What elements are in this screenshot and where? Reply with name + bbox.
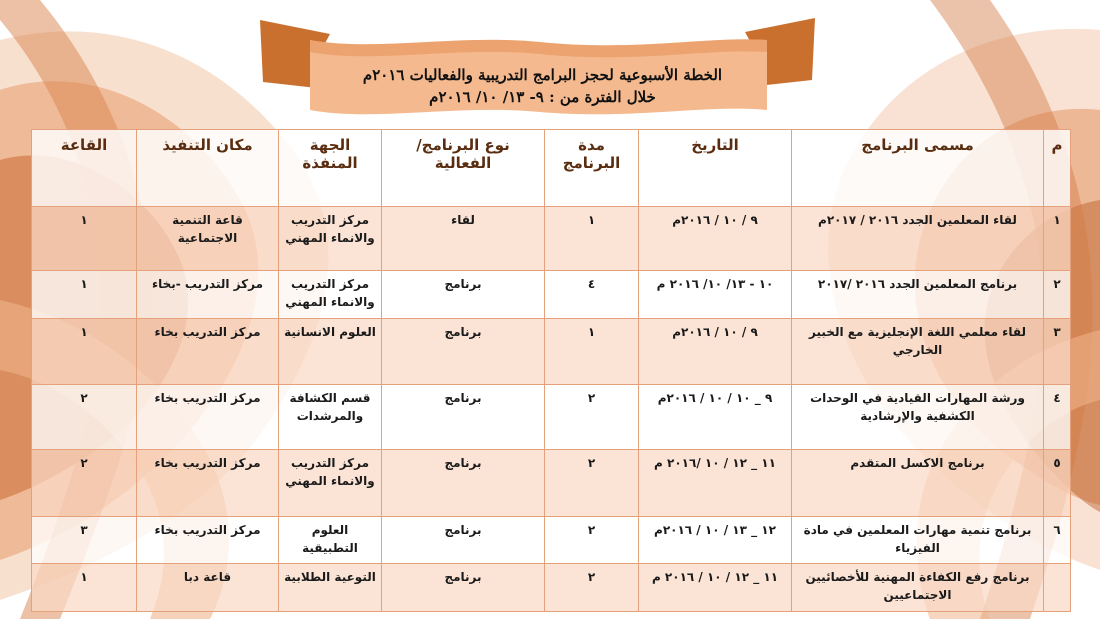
cell-organizer: التوعية الطلابية (279, 564, 382, 612)
cell-index: ٤ (1044, 385, 1071, 450)
cell-hall: ٢ (32, 385, 137, 450)
cell-duration: ٢ (545, 517, 639, 564)
table-header-row (32, 130, 1071, 207)
cell-index: ٥ (1044, 450, 1071, 517)
cell-type: برنامج (382, 564, 545, 612)
weekly-plan-table (31, 129, 1071, 612)
header-organizer: الجهة المنفذة (279, 130, 382, 207)
cell-date: ٩ / ١٠ / ٢٠١٦م (639, 207, 792, 271)
header-date: التاريخ (639, 130, 792, 207)
cell-organizer: قسم الكشافة والمرشدات (279, 385, 382, 450)
cell-hall: ١ (32, 319, 137, 385)
header-program-name: مسمى البرنامج (792, 130, 1044, 207)
table-row (32, 271, 1071, 319)
cell-date: ١١ _ ١٢ / ١٠ /٢٠١٦ م (639, 450, 792, 517)
cell-date: ١٢ _ ١٣ / ١٠ / ٢٠١٦م (639, 517, 792, 564)
table-row (32, 319, 1071, 385)
cell-type: برنامج (382, 319, 545, 385)
cell-index (1044, 564, 1071, 612)
cell-program-name: برنامج المعلمين الجدد ٢٠١٦ /٢٠١٧ (792, 271, 1044, 319)
table-row (32, 564, 1071, 612)
cell-program-name: لقاء معلمي اللغة الإنجليزية مع الخبير الخارجي (792, 319, 1044, 385)
plan-title: الخطة الأسبوعية لحجز البرامج التدريبية والفعاليات ٢٠١٦م (362, 66, 723, 84)
table-row (32, 385, 1071, 450)
plan-period: خلال الفترة من : ٩- ١٣/ ١٠/ ٢٠١٦م (429, 88, 656, 106)
cell-type: برنامج (382, 271, 545, 319)
cell-hall: ١ (32, 271, 137, 319)
cell-place: قاعة دبا (137, 564, 279, 612)
cell-hall: ٢ (32, 450, 137, 517)
cell-hall: ١ (32, 207, 137, 271)
header-index: م (1044, 130, 1071, 207)
cell-organizer: مركز التدريب والانماء المهني (279, 450, 382, 517)
cell-index: ٦ (1044, 517, 1071, 564)
cell-place: مركز التدريب بخاء (137, 319, 279, 385)
cell-organizer: العلوم التطبيقية (279, 517, 382, 564)
cell-place: قاعة التنمية الاجتماعية (137, 207, 279, 271)
cell-duration: ١ (545, 319, 639, 385)
cell-program-name: برنامج تنمية مهارات المعلمين في مادة الفيزياء (792, 517, 1044, 564)
cell-index: ٢ (1044, 271, 1071, 319)
cell-organizer: مركز التدريب والانماء المهني (279, 207, 382, 271)
cell-hall: ٣ (32, 517, 137, 564)
cell-program-name: لقاء المعلمين الجدد ٢٠١٦ / ٢٠١٧م (792, 207, 1044, 271)
banner-heading (300, 64, 785, 108)
cell-duration: ٢ (545, 450, 639, 517)
cell-place: مركز التدريب بخاء (137, 517, 279, 564)
cell-organizer: العلوم الانسانية (279, 319, 382, 385)
cell-duration: ٤ (545, 271, 639, 319)
header-place: مكان التنفيذ (137, 130, 279, 207)
cell-program-name: برنامج الاكسل المتقدم (792, 450, 1044, 517)
table-row (32, 517, 1071, 564)
cell-organizer: مركز التدريب والانماء المهني (279, 271, 382, 319)
cell-type: برنامج (382, 517, 545, 564)
cell-date: ٩ _ ١٠ / ١٠ / ٢٠١٦م (639, 385, 792, 450)
cell-type: برنامج (382, 385, 545, 450)
cell-program-name: ورشة المهارات القيادية في الوحدات الكشفية والإرشادية (792, 385, 1044, 450)
cell-type: برنامج (382, 450, 545, 517)
header-hall: القاعة (32, 130, 137, 207)
cell-place: مركز التدريب بخاء (137, 450, 279, 517)
table-row (32, 450, 1071, 517)
header-duration: مدة البرنامج (545, 130, 639, 207)
table-row (32, 207, 1071, 271)
cell-date: ١١ _ ١٢ / ١٠ / ٢٠١٦ م (639, 564, 792, 612)
cell-place: مركز التدريب -بخاء (137, 271, 279, 319)
cell-type: لقاء (382, 207, 545, 271)
cell-duration: ٢ (545, 385, 639, 450)
cell-program-name: برنامج رفع الكفاءة المهنية للأخصائيين الاجتماعيين (792, 564, 1044, 612)
cell-index: ١ (1044, 207, 1071, 271)
cell-date: ١٠ - ١٣/ ١٠/ ٢٠١٦ م (639, 271, 792, 319)
cell-duration: ٢ (545, 564, 639, 612)
cell-duration: ١ (545, 207, 639, 271)
cell-index: ٣ (1044, 319, 1071, 385)
cell-place: مركز التدريب بخاء (137, 385, 279, 450)
cell-date: ٩ / ١٠ / ٢٠١٦م (639, 319, 792, 385)
header-type: نوع البرنامج/ الفعالية (382, 130, 545, 207)
cell-hall: ١ (32, 564, 137, 612)
